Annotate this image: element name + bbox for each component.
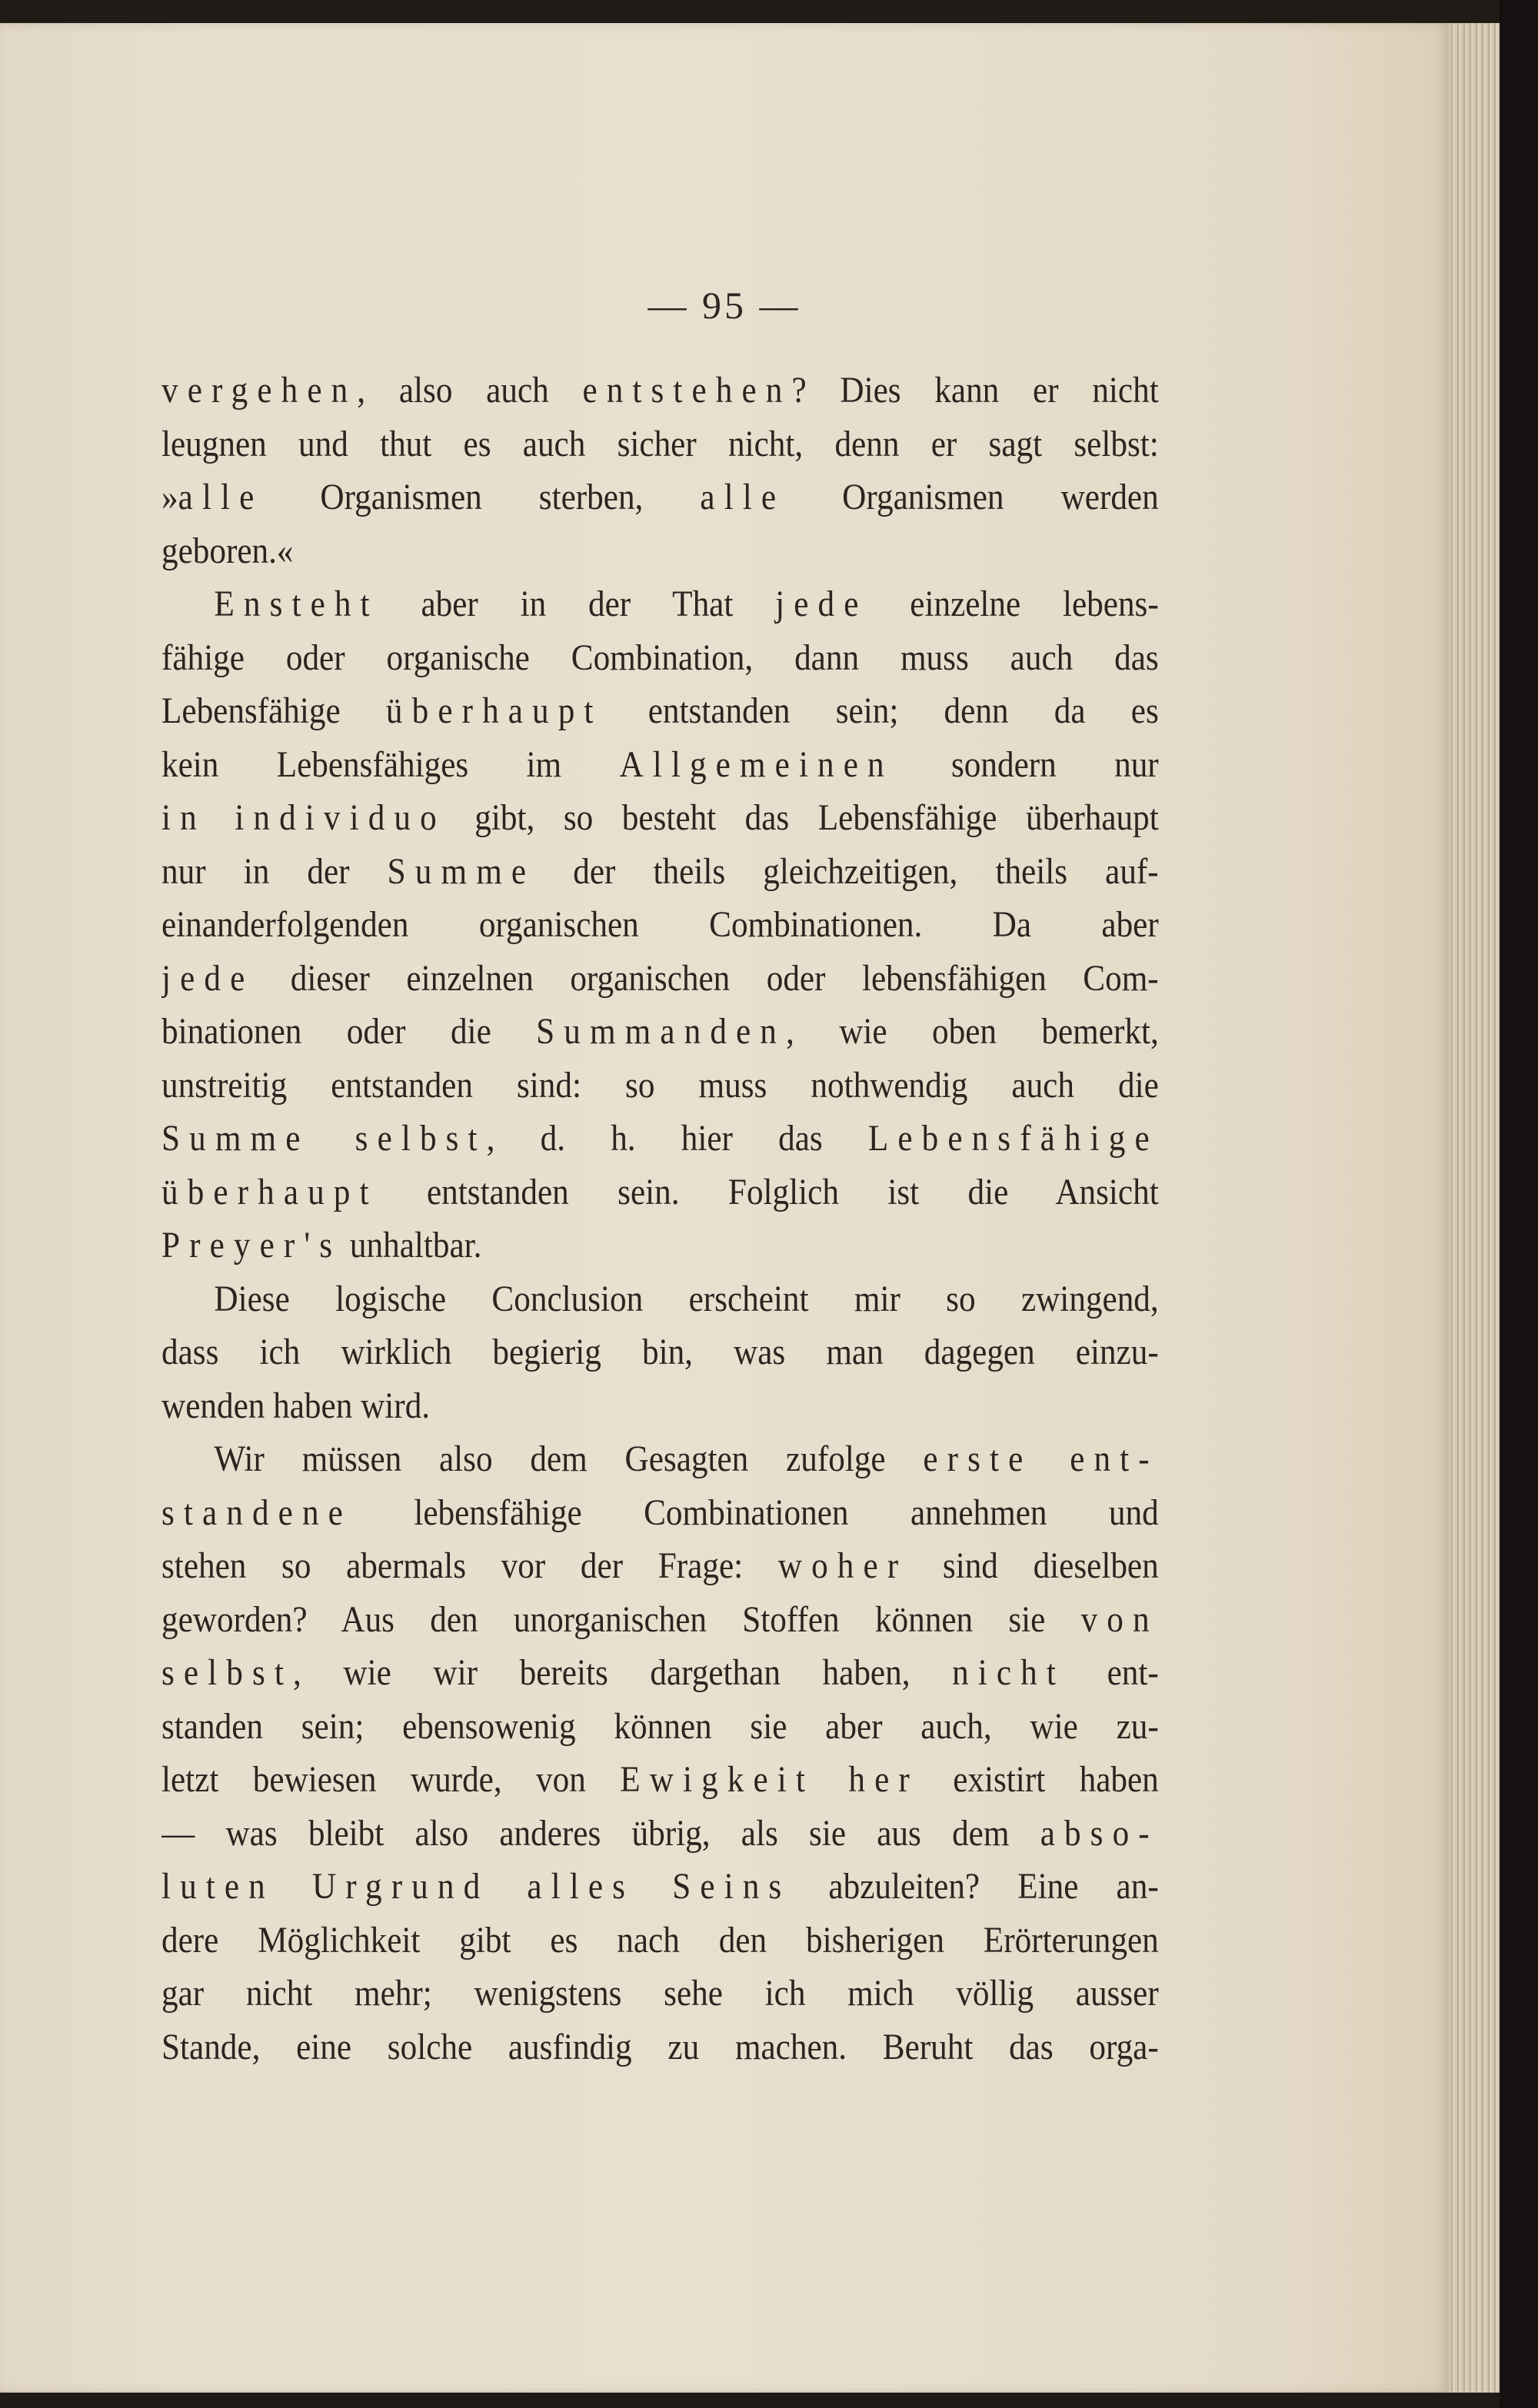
text-line: jede dieser einzelnen organischen oder lebensfähigen Com- — [161, 957, 1159, 999]
text-line: überhaupt entstanden sein. Folglich ist die Ansicht — [161, 1171, 1159, 1212]
spaced-emphasis: her — [848, 1759, 919, 1800]
spaced-emphasis: woher — [777, 1545, 908, 1586]
text-line: luten Urgrund alles Seins abzuleiten? Eine an- — [161, 1866, 1159, 1907]
text-line: Ensteht aber in der That jede einzelne lebens- — [214, 584, 1159, 624]
spaced-emphasis: Ensteht — [214, 584, 379, 624]
text-line: unstreitig entstanden sind: so muss nothwendig auch die — [161, 1064, 1159, 1106]
text-line: — was bleibt also anderes übrig, als sie aus dem abso- — [161, 1812, 1159, 1854]
spaced-emphasis: überhaupt — [161, 1171, 378, 1212]
spaced-emphasis: ent- — [1070, 1438, 1159, 1479]
text-line: Preyer's unhaltbar. — [161, 1225, 482, 1266]
text-line: Summe selbst, d. h. hier das Lebensfähige — [161, 1118, 1159, 1159]
page-edges — [1449, 23, 1500, 2393]
spaced-emphasis: Summanden — [536, 1011, 786, 1052]
text-line: binationen oder die Summanden, wie oben bemerkt, — [161, 1011, 1159, 1052]
text-line: Stande, eine solche ausfindig zu machen. Beruht das orga- — [161, 2026, 1159, 2067]
text-line: standene lebensfähige Combinationen annehmen und — [161, 1492, 1159, 1533]
spaced-emphasis: in — [161, 797, 206, 838]
book-page — [0, 23, 1449, 2393]
body-text — [161, 364, 1160, 2074]
spaced-emphasis: Summe — [161, 1118, 310, 1159]
text-line: leugnen und thut es auch sicher nicht, denn er sagt selbst: — [161, 423, 1159, 464]
spaced-emphasis: überhaupt — [385, 690, 603, 731]
spaced-emphasis: vergehen — [161, 370, 358, 411]
spaced-emphasis: entstehen — [582, 370, 792, 411]
text-line: fähige oder organische Combination, dann muss auch das — [161, 637, 1159, 678]
spaced-emphasis: alles — [527, 1866, 635, 1907]
text-line: in individuo gibt, so besteht das Lebensfähige überhaupt — [161, 797, 1159, 838]
spaced-emphasis: erste — [923, 1438, 1033, 1479]
text-line: vergehen, also auch entstehen? Dies kann er nicht — [161, 370, 1159, 411]
text-line: einanderfolgenden organischen Combinationen. Da aber — [161, 904, 1159, 945]
spaced-emphasis: Seins — [672, 1866, 791, 1907]
text-line: »alle Organismen sterben, alle Organismen werden — [161, 477, 1159, 517]
text-line: geboren.« — [161, 530, 294, 571]
spaced-emphasis: nicht — [952, 1652, 1065, 1693]
spaced-emphasis: alle — [178, 477, 264, 517]
spaced-emphasis: alle — [700, 477, 786, 517]
text-line: geworden? Aus den unorganischen Stoffen können sie von — [161, 1598, 1159, 1640]
spaced-emphasis: selbst — [355, 1118, 487, 1159]
text-line: stehen so abermals vor der Frage: woher sind dieselben — [161, 1545, 1159, 1586]
spaced-emphasis: von — [1080, 1598, 1159, 1640]
spaced-emphasis: individuo — [235, 797, 446, 838]
spaced-emphasis: standene — [161, 1492, 352, 1533]
spaced-emphasis: jede — [775, 584, 868, 624]
spaced-emphasis: jede — [161, 957, 255, 999]
text-line: letzt bewiesen wurde, von Ewigkeit her existirt haben — [161, 1759, 1159, 1800]
spaced-emphasis: Ewigkeit — [620, 1759, 814, 1800]
spaced-emphasis: luten — [161, 1866, 275, 1907]
text-line: standen sein; ebensowenig können sie aber auch, wie zu- — [161, 1705, 1159, 1747]
text-line: dere Möglichkeit gibt es nach den bisherigen Erörterungen — [161, 1919, 1159, 1961]
text-line: Diese logische Conclusion erscheint mir so zwingend, — [214, 1278, 1159, 1319]
spaced-emphasis: Urgrund — [312, 1866, 490, 1907]
text-line: Wir müssen also dem Gesagten zufolge erste ent- — [214, 1438, 1159, 1479]
spaced-emphasis: abso- — [1040, 1812, 1159, 1854]
spaced-emphasis: Allgemeinen — [619, 743, 894, 785]
text-line: gar nicht mehr; wenigstens sehe ich mich völlig ausser — [161, 1973, 1159, 2014]
text-line: selbst, wie wir bereits dargethan haben, nicht ent- — [161, 1652, 1159, 1693]
text-line: nur in der Summe der theils gleichzeitigen, theils auf- — [161, 850, 1159, 892]
spaced-emphasis: Summe — [387, 850, 536, 892]
book-spine-shadow — [1500, 0, 1538, 2408]
text-line: Lebensfähige überhaupt entstanden sein; denn da es — [161, 690, 1159, 731]
spaced-emphasis: Preyer's — [161, 1225, 342, 1266]
spaced-emphasis: selbst — [161, 1652, 293, 1693]
text-line: dass ich wirklich begierig bin, was man dagegen einzu- — [161, 1332, 1159, 1372]
text-line: wenden haben wird. — [161, 1385, 431, 1426]
spaced-emphasis: Lebensfähige — [867, 1118, 1159, 1159]
page-number: — 95 — — [647, 284, 801, 327]
text-line: kein Lebensfähiges im Allgemeinen sondern nur — [161, 743, 1159, 785]
